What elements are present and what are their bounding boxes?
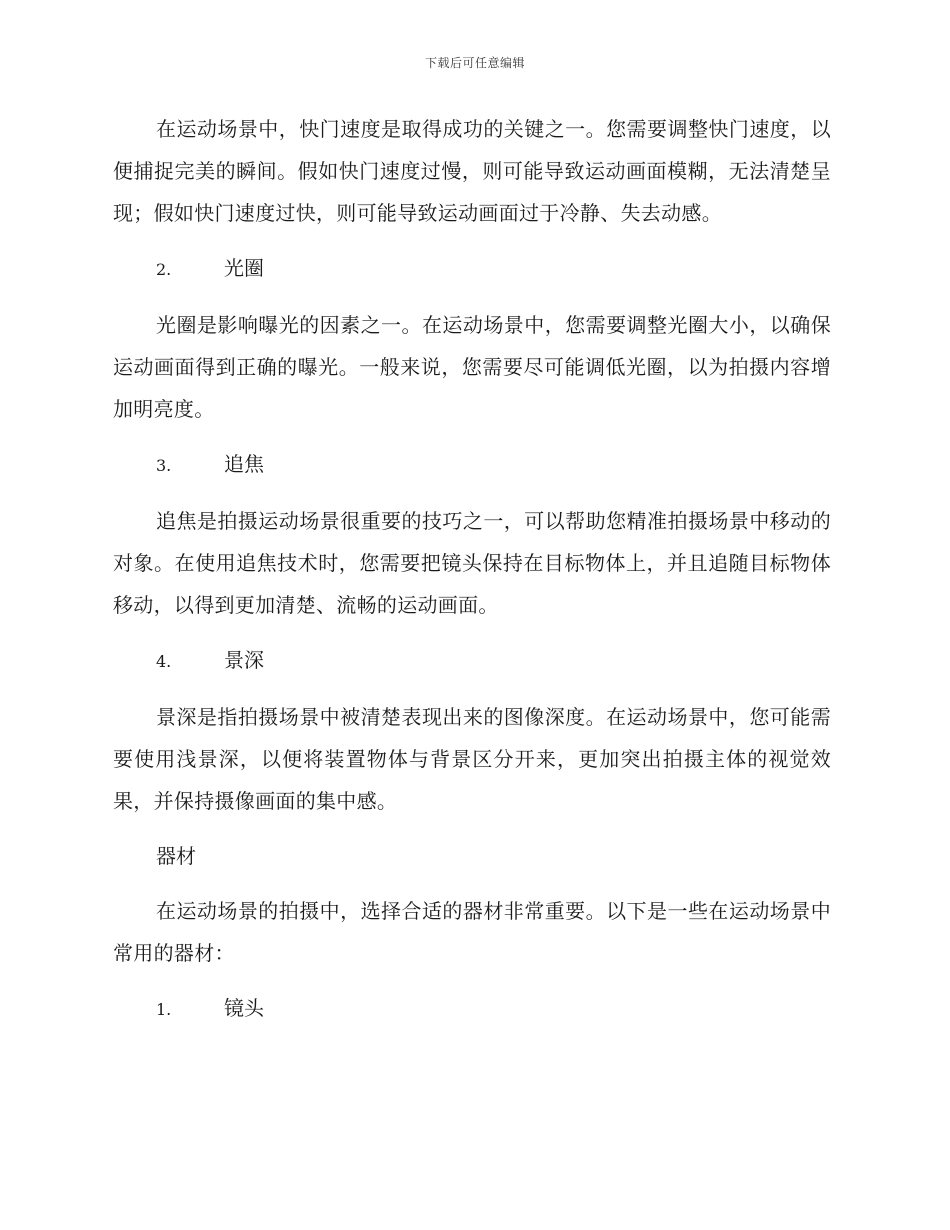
heading-focus-tracking <box>113 443 831 487</box>
heading-number: 3. <box>156 456 172 475</box>
paragraph-shutter-speed: 在运动场景中，快门速度是取得成功的关键之一。您需要调整快门速度，以便捕捉完美的瞬间。假如快门速度过慢，则可能导致运动画面模糊，无法清楚呈现；假如快门速度过快，则可能导致运动画面过于冷静、失去动感。 <box>113 117 831 225</box>
heading-title: 光圈 <box>224 256 264 280</box>
heading-aperture <box>113 247 831 291</box>
heading-lens <box>113 987 831 1031</box>
heading-depth-of-field <box>113 639 831 683</box>
paragraph-depth-of-field: 景深是指拍摄场景中被清楚表现出来的图像深度。在运动场景中，您可能需要使用浅景深，以便将装置物体与背景区分开来，更加突出拍摄主体的视觉效果，并保持摄像画面的集中感。 <box>113 705 831 813</box>
heading-title: 景深 <box>224 648 264 672</box>
paragraph-equipment-intro: 在运动场景的拍摄中，选择合适的器材非常重要。以下是一些在运动场景中常用的器材： <box>113 899 831 965</box>
paragraph-aperture: 光圈是影响曝光的因素之一。在运动场景中，您需要调整光圈大小，以确保运动画面得到正确的曝光。一般来说，您需要尽可能调低光圈，以为拍摄内容增加明亮度。 <box>113 313 831 421</box>
heading-number: 2. <box>156 260 172 279</box>
heading-number: 1. <box>156 1000 172 1019</box>
paragraph-focus-tracking: 追焦是拍摄运动场景很重要的技巧之一，可以帮助您精准拍摄场景中移动的对象。在使用追焦技术时，您需要把镜头保持在目标物体上，并且追随目标物体移动，以得到更加清楚、流畅的运动画面。 <box>113 509 831 617</box>
heading-title: 镜头 <box>224 996 264 1020</box>
document-body <box>113 108 831 1044</box>
section-heading-equipment: 器材 <box>156 844 196 868</box>
heading-number: 4. <box>156 652 172 671</box>
heading-title: 追焦 <box>224 452 264 476</box>
page-header: 下载后可任意编辑 <box>424 56 525 70</box>
